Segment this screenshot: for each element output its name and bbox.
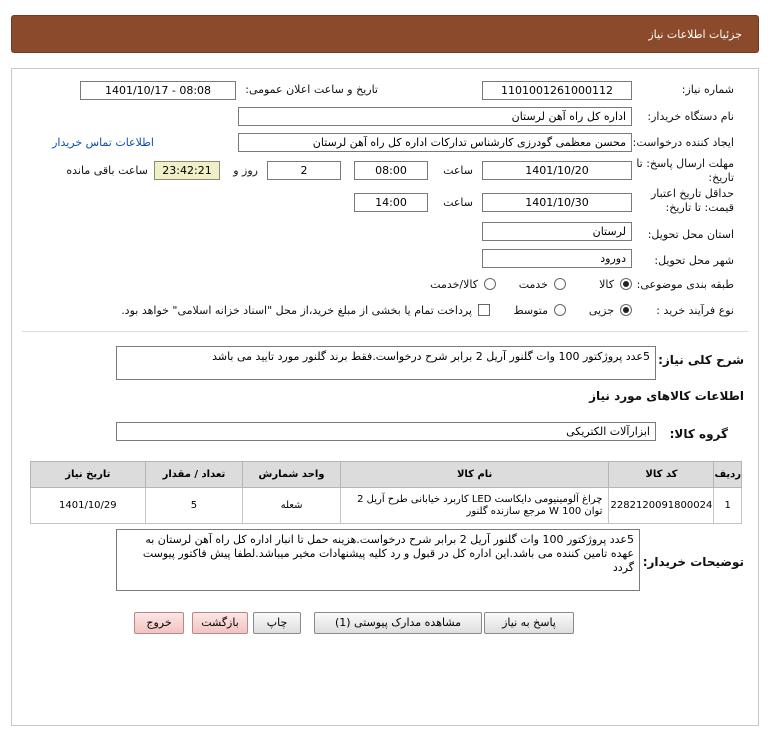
need-number-field: 1101001261000112	[482, 81, 632, 100]
category-radio-goods-service[interactable]	[484, 278, 496, 290]
purchase-option-medium: متوسط	[513, 304, 548, 317]
purchase-type-label: نوع فرآیند خرید :	[656, 304, 734, 317]
province-label: استان محل تحویل:	[647, 228, 734, 241]
days-label: روز و	[233, 164, 258, 177]
treasury-checkbox[interactable]	[478, 304, 490, 316]
buyer-contact-link[interactable]: اطلاعات تماس خریدار	[52, 136, 154, 149]
category-option-goods: کالا	[599, 278, 614, 291]
days-field: 2	[267, 161, 341, 180]
back-button[interactable]: بازگشت	[192, 612, 248, 634]
deadline-time-label: ساعت	[443, 164, 473, 177]
category-label: طبقه بندی موضوعی:	[636, 278, 734, 291]
attachments-button[interactable]: مشاهده مدارک پیوستی (1)	[314, 612, 482, 634]
details-panel	[11, 68, 759, 726]
cell-row: 1	[714, 488, 742, 524]
validity-label-2: قیمت: تا تاریخ:	[665, 201, 734, 214]
col-qty: تعداد / مقدار	[145, 462, 243, 488]
creator-label: ایجاد کننده درخواست:	[632, 136, 734, 149]
remaining-label: ساعت باقی مانده	[66, 164, 148, 177]
announce-label: تاریخ و ساعت اعلان عمومی:	[245, 83, 378, 96]
validity-date-field: 1401/10/30	[482, 193, 632, 212]
cell-name	[340, 488, 609, 524]
cell-date: 1401/10/29	[31, 488, 146, 524]
col-date: تاریخ نیاز	[31, 462, 146, 488]
reply-button[interactable]: پاسخ به نیاز	[484, 612, 574, 634]
city-label: شهر محل تحویل:	[654, 254, 734, 267]
notes-label: توضیحات خریدار:	[642, 555, 744, 569]
notes-field: 5عدد پروژکتور 100 وات گلنور آریل 2 برابر شرح درخواست.هزینه حمل تا انبار اداره کل راه آهن لرستان به عهده تامین کننده می باشد.این اداره کل در قبول و رد کلیه پیشنهادات مخیر میباشد.لطفا پیش فاکتور پیوست گردد	[116, 529, 640, 591]
table-row	[31, 488, 742, 524]
divider	[22, 331, 748, 332]
col-row: ردیف	[714, 462, 742, 488]
deadline-date-field: 1401/10/20	[482, 161, 632, 180]
col-code: کد کالا	[609, 462, 714, 488]
province-field: لرستان	[482, 222, 632, 241]
remaining-time-field: 23:42:21	[154, 161, 220, 180]
deadline-time-field: 08:00	[354, 161, 428, 180]
category-option-goods-service: کالا/خدمت	[430, 278, 478, 291]
cell-name-line1: چراغ آلومینیومی دایکاست LED کاربرد خیابانی طرح آریل 2	[357, 493, 603, 505]
buyer-label: نام دستگاه خریدار:	[647, 110, 734, 123]
page-header	[11, 15, 759, 53]
summary-label: شرح کلی نیاز:	[658, 353, 744, 367]
deadline-label-2: تاریخ:	[708, 171, 734, 184]
announce-field: 1401/10/17 - 08:08	[80, 81, 236, 100]
category-radio-service[interactable]	[554, 278, 566, 290]
treasury-note: پرداخت تمام یا بخشی از مبلغ خرید،از محل "اسناد خزانه اسلامی" خواهد بود.	[121, 304, 472, 317]
validity-label: حداقل تاریخ اعتبار	[650, 187, 734, 200]
cell-name-line2: توان W 100 مرجع سازنده گلنور	[466, 505, 603, 517]
page-title: جزئیات اطلاعات نیاز	[648, 28, 742, 41]
cell-qty: 5	[145, 488, 243, 524]
category-radio-goods[interactable]	[620, 278, 632, 290]
summary-field: 5عدد پروژکتور 100 وات گلنور آریل 2 برابر شرح درخواست.فقط برند گلنور مورد تایید می باشد	[116, 346, 656, 380]
print-button[interactable]: چاپ	[253, 612, 301, 634]
validity-time-label: ساعت	[443, 196, 473, 209]
creator-field: محسن معظمی گودرزی کارشناس تدارکات اداره کل راه آهن لرستان	[238, 133, 632, 152]
exit-button[interactable]: خروج	[134, 612, 184, 634]
city-field: دورود	[482, 249, 632, 268]
purchase-radio-medium[interactable]	[554, 304, 566, 316]
purchase-option-minor: جزیی	[588, 304, 614, 317]
buyer-field: اداره کل راه آهن لرستان	[238, 107, 632, 126]
deadline-label: مهلت ارسال پاسخ: تا	[636, 157, 734, 170]
items-table	[30, 461, 742, 524]
col-unit: واحد شمارش	[243, 462, 341, 488]
validity-time-field: 14:00	[354, 193, 428, 212]
cell-code: 2282120091800024	[609, 488, 714, 524]
goods-section-title: اطلاعات کالاهای مورد نیاز	[589, 389, 744, 403]
category-option-service: خدمت	[518, 278, 548, 291]
need-number-label: شماره نیاز:	[681, 83, 734, 96]
cell-unit: شعله	[243, 488, 341, 524]
col-name: نام کالا	[340, 462, 609, 488]
purchase-radio-minor[interactable]	[620, 304, 632, 316]
goods-group-field: ابزارآلات الکتریکی	[116, 422, 656, 441]
goods-group-label: گروه کالا:	[669, 427, 728, 441]
